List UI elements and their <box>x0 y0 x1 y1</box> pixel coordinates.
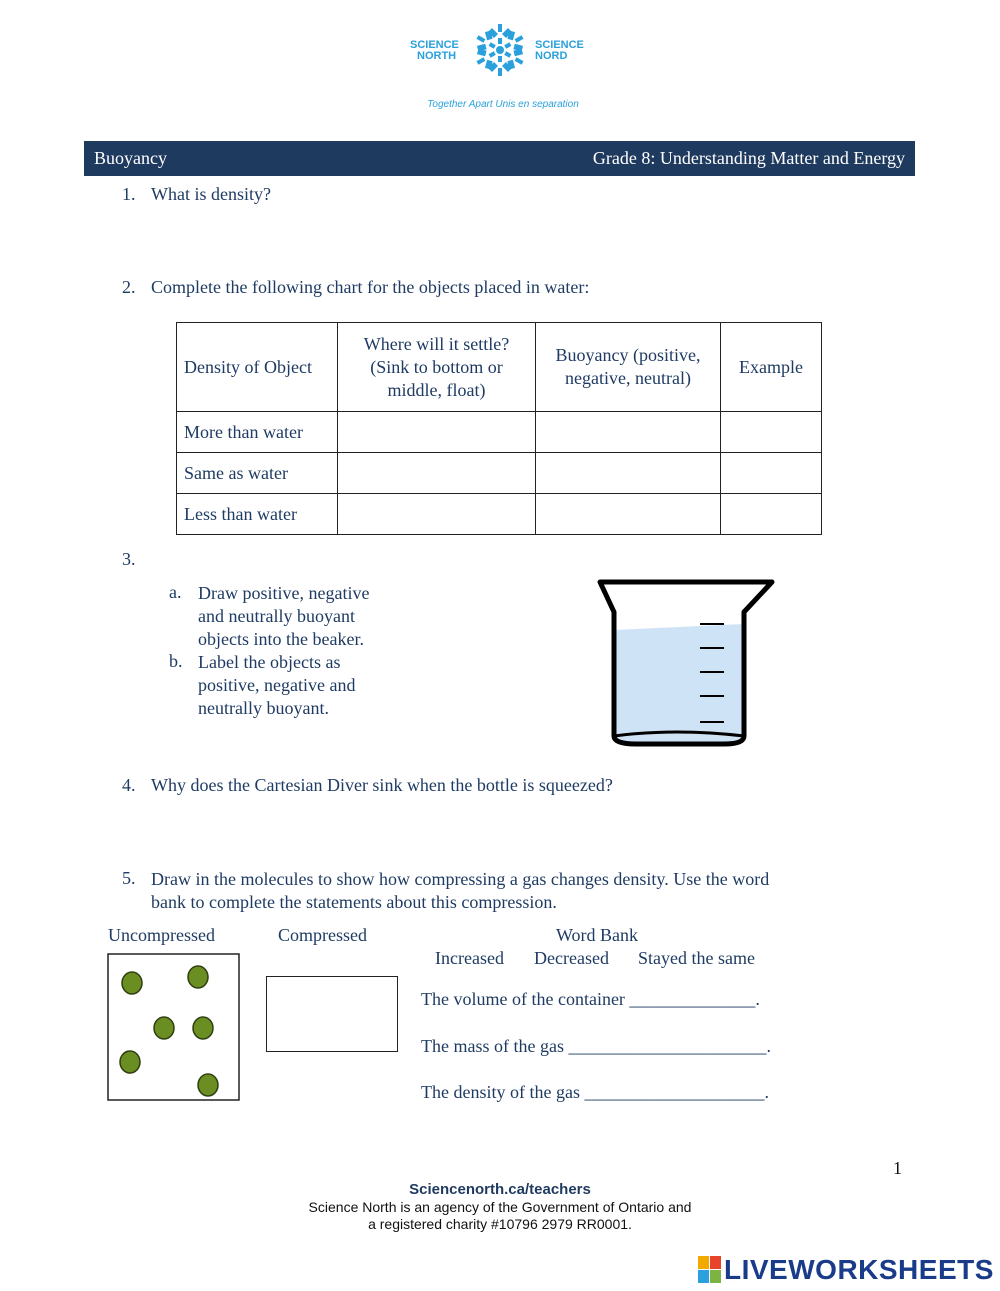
statement-density[interactable]: The density of the gas ____________________. <box>421 1082 769 1102</box>
page-number: 1 <box>893 1158 902 1178</box>
answer-cell[interactable] <box>338 412 536 453</box>
q3b-text: Label the objects as positive, negative and neutrally buoyant. <box>198 652 356 718</box>
word-bank-title: Word Bank <box>556 925 639 945</box>
table-header-row <box>177 323 822 412</box>
footer-line1: Science North is an agency of the Government of Ontario and <box>308 1199 692 1215</box>
compressed-box[interactable] <box>266 976 398 1052</box>
q5-text: Draw in the molecules to show how compressing a gas changes density. Use the word bank to complete the statements about this compression. <box>151 869 770 912</box>
title-right: Grade 8: Understanding Matter and Energy <box>592 148 905 168</box>
gas-molecule <box>154 1017 174 1039</box>
row-label: Same as water <box>177 453 338 494</box>
gas-molecule <box>198 1074 218 1096</box>
statement-mass[interactable]: The mass of the gas ______________________. <box>421 1036 771 1056</box>
snowflake-icon <box>472 22 528 78</box>
table-row <box>177 453 822 494</box>
q1-number: 1. <box>122 184 136 204</box>
gas-molecule <box>193 1017 213 1039</box>
gas-molecule <box>122 972 142 994</box>
liveworksheets-logo-icon <box>698 1256 722 1284</box>
logo-right-line1: SCIENCE <box>535 39 584 51</box>
density-chart <box>176 322 822 535</box>
answer-cell[interactable] <box>536 412 721 453</box>
beaker-water <box>614 624 744 744</box>
answer-cell[interactable] <box>338 453 536 494</box>
statement-volume[interactable]: The volume of the container ______________. <box>421 989 760 1009</box>
q2-number: 2. <box>122 277 136 297</box>
liveworksheets-brand: LIVEWORKSHEETS <box>724 1254 994 1285</box>
word-bank-item[interactable]: Decreased <box>534 948 609 968</box>
gas-molecule <box>188 966 208 988</box>
header-example: Example <box>721 323 822 412</box>
q4-number: 4. <box>122 775 136 795</box>
footer-link[interactable]: Sciencenorth.ca/teachers <box>409 1181 591 1198</box>
answer-cell[interactable] <box>721 412 822 453</box>
q3a-letter: a. <box>169 582 182 602</box>
q5-number: 5. <box>122 868 136 888</box>
row-label: Less than water <box>177 494 338 535</box>
footer-line2: a registered charity #10796 2979 RR0001. <box>368 1216 632 1232</box>
answer-cell[interactable] <box>536 453 721 494</box>
q1-text: What is density? <box>151 184 271 204</box>
beaker-drawing-area[interactable] <box>596 576 778 750</box>
q3b-letter: b. <box>169 651 183 671</box>
table-row <box>177 412 822 453</box>
q4-text: Why does the Cartesian Diver sink when the bottle is squeezed? <box>151 775 613 795</box>
q2-text: Complete the following chart for the objects placed in water: <box>151 277 590 297</box>
answer-cell[interactable] <box>338 494 536 535</box>
tagline: Together Apart Unis en separation <box>427 99 579 110</box>
answer-cell[interactable] <box>721 494 822 535</box>
word-bank-item[interactable]: Increased <box>435 948 504 968</box>
header-density: Density of Object <box>177 323 338 412</box>
answer-cell[interactable] <box>536 494 721 535</box>
q3-number: 3. <box>122 549 136 569</box>
row-label: More than water <box>177 412 338 453</box>
answer-cell[interactable] <box>721 453 822 494</box>
gas-molecule <box>120 1051 140 1073</box>
header-buoyancy: Buoyancy (positive, negative, neutral) <box>536 323 721 412</box>
logo-right-line2: NORD <box>535 50 568 62</box>
word-bank-item[interactable]: Stayed the same <box>638 948 755 968</box>
uncompressed-label: Uncompressed <box>108 925 215 945</box>
compressed-label: Compressed <box>278 925 367 945</box>
science-north-logo <box>408 20 598 90</box>
header-settle: Where will it settle? (Sink to bottom or middle, float) <box>338 323 536 412</box>
title-left: Buoyancy <box>94 148 167 168</box>
logo-left-line1: SCIENCE <box>410 39 459 51</box>
q3a-text: Draw positive, negative and neutrally buoyant objects into the beaker. <box>198 583 370 649</box>
logo-left-line2: NORTH <box>417 50 457 62</box>
uncompressed-box <box>107 953 240 1101</box>
table-row <box>177 494 822 535</box>
title-bar <box>84 141 915 176</box>
